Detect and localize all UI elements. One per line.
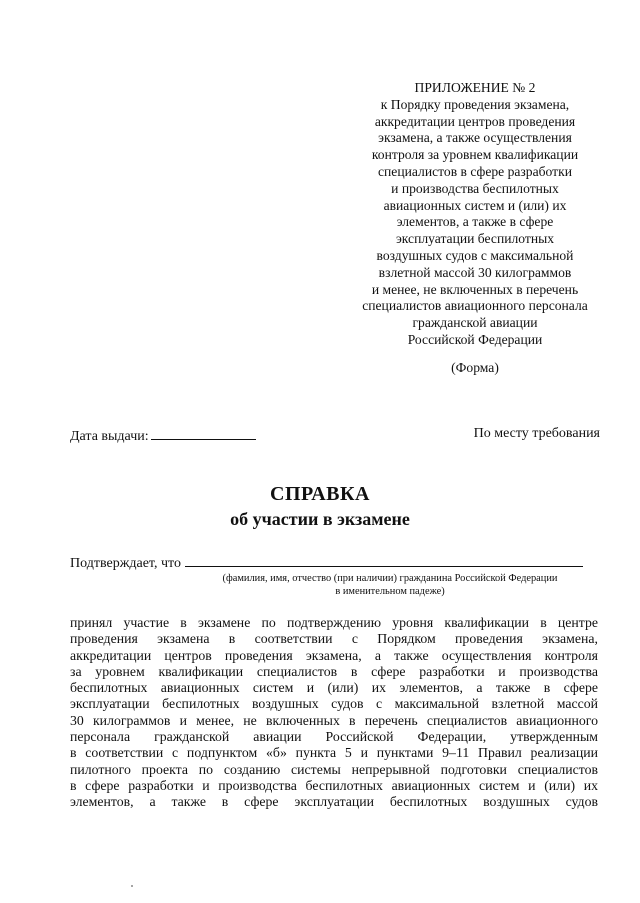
appendix-line: взлетной массой 30 килограммов: [378, 264, 572, 280]
body-line: в соответствии с подпунктом «б» пункта 5 и пунктами 9–11 Правил реализации: [70, 745, 598, 761]
appendix-line: элементов, а также в сфере: [396, 214, 554, 230]
body-line: за уровнем квалификации специалистов в сфере разработки и производства: [70, 663, 598, 679]
issue-date-label: Дата выдачи:: [70, 429, 149, 444]
name-caption: [160, 572, 620, 598]
body-line: беспилотных авиационных систем и (или) их элементов, а также в сфере: [70, 680, 598, 696]
caption-line: в именительном падеже): [335, 586, 445, 597]
appendix-line: воздушных судов с максимальной: [376, 247, 574, 263]
body-paragraph: [70, 615, 598, 811]
body-line: в сфере разработки и производства беспилотных авиационных систем и (или) их: [70, 777, 598, 793]
appendix-line: экзамена, а также осуществления: [378, 130, 572, 146]
name-blank-line: [185, 552, 583, 567]
appendix-line: гражданской авиации: [412, 315, 538, 331]
body-line: аккредитации центров проведения экзамена, а также осуществления контроля: [70, 647, 598, 663]
document-title: СПРАВКА: [270, 483, 370, 505]
issue-date-group: [70, 425, 256, 446]
body-line: проведения экзамена в соответствии с Порядком проведения экзамена,: [70, 631, 598, 647]
appendix-line: специалистов в сфере разработки: [378, 163, 572, 179]
body-line: пилотного проекта по созданию системы непрерывной подготовки специалистов: [70, 761, 598, 777]
caption-line: (фамилия, имя, отчество (при наличии) гражданина Российской Федерации: [222, 573, 558, 584]
scan-speck: [131, 885, 133, 887]
issue-destination: По месту требования: [473, 426, 600, 441]
appendix-line: специалистов авиационного персонала: [362, 298, 588, 314]
issue-date-blank-line: [151, 425, 256, 440]
appendix-header: [340, 80, 610, 349]
document-subtitle: об участии в экзамене: [230, 509, 410, 529]
body-line: принял участие в экзамене по подтверждению уровня квалификации в центре: [70, 615, 598, 630]
appendix-line: контроля за уровнем квалификации: [371, 147, 579, 163]
appendix-line: и менее, не включенных в перечень: [371, 281, 579, 297]
appendix-line: авиационных систем и (или) их: [383, 197, 567, 213]
body-line: персонала гражданской авиации Российской Федерации, утвержденным: [70, 729, 598, 745]
appendix-line: Российской Федерации: [407, 331, 543, 347]
body-line: 30 килограммов и менее, не включенных в перечень специалистов авиационного: [70, 712, 598, 728]
body-line: элементов, а также в сфере эксплуатации беспилотных воздушных судов: [70, 794, 598, 810]
body-line: эксплуатации беспилотных воздушных судов с максимальной взлетной массой: [70, 696, 598, 712]
appendix-line: эксплуатации беспилотных: [395, 231, 555, 247]
confirm-label: Подтверждает, что: [70, 556, 181, 571]
appendix-line: аккредитации центров проведения: [374, 113, 576, 129]
appendix-line: и производства беспилотных: [391, 180, 559, 196]
form-label: (Форма): [451, 360, 499, 375]
confirm-row: [70, 552, 600, 573]
appendix-title: ПРИЛОЖЕНИЕ № 2: [414, 80, 536, 95]
appendix-line: к Порядку проведения экзамена,: [380, 96, 570, 112]
